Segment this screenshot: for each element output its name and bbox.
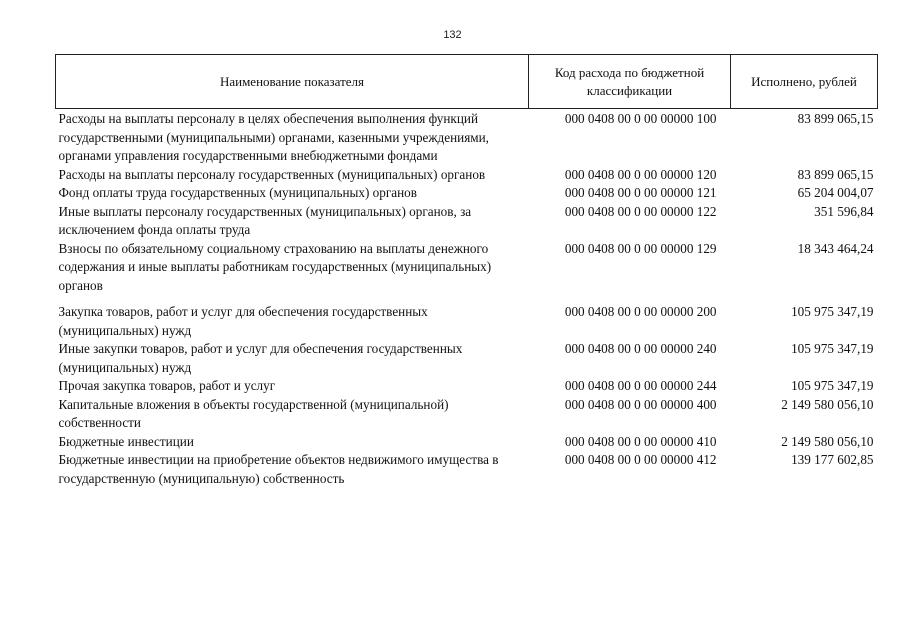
row-code: 000 0408 00 0 00 00000 100 [564, 111, 717, 126]
row-code: 000 0408 00 0 00 00000 120 [564, 166, 717, 182]
table-row [56, 184, 878, 203]
row-code: 000 0408 00 0 00 00000 129 [564, 240, 717, 256]
header-executed-amount: Исполнено, рублей [731, 55, 878, 109]
row-amount: 65 204 004,07 [797, 185, 874, 200]
row-name: Взносы по обязательному социальному страхованию на выплаты денежного содержания и иные выплаты работникам государственных (муниципальных) органов [58, 240, 492, 293]
table-row [56, 203, 878, 240]
row-amount: 83 899 065,15 [797, 166, 874, 182]
row-amount: 105 975 347,19 [791, 341, 874, 356]
row-name: Капитальные вложения в объекты государственной (муниципальной) собственности [58, 396, 449, 430]
row-amount: 139 177 602,85 [791, 452, 874, 467]
row-amount: 2 149 580 056,10 [781, 433, 874, 449]
row-code: 000 0408 00 0 00 00000 244 [564, 378, 717, 393]
row-name: Бюджетные инвестиции на приобретение объектов недвижимого имущества в государственную (муниципальную) собственность [58, 452, 499, 486]
header-indicator-name: Наименование показателя [56, 55, 529, 109]
table-row [56, 340, 878, 377]
row-name: Расходы на выплаты персоналу в целях обеспечения выполнения функций государственными (муниципальными) органами, казенными учреждениями, органами управления государственными внебюджетными фондами [58, 111, 489, 163]
row-code: 000 0408 00 0 00 00000 410 [564, 433, 717, 449]
row-amount: 2 149 580 056,10 [781, 396, 874, 412]
table-row [56, 109, 878, 166]
row-name: Закупка товаров, работ и услуг для обеспечения государственных (муниципальных) нужд [58, 304, 428, 338]
table-row [56, 240, 878, 296]
row-name: Фонд оплаты труда государственных (муниципальных) органов [58, 185, 418, 200]
row-amount: 105 975 347,19 [791, 304, 874, 319]
row-name: Прочая закупка товаров, работ и услуг [58, 378, 276, 393]
row-name: Расходы на выплаты персоналу государственных (муниципальных) органов [58, 166, 486, 182]
row-name: Иные выплаты персоналу государственных (муниципальных) органов, за исключением фонда оплаты труда [58, 203, 472, 237]
table-row [56, 295, 878, 340]
row-code: 000 0408 00 0 00 00000 121 [564, 185, 717, 200]
row-code: 000 0408 00 0 00 00000 122 [564, 203, 717, 219]
table-row [56, 166, 878, 185]
row-name: Бюджетные инвестиции [58, 433, 194, 449]
table-row [56, 377, 878, 396]
table-row [56, 396, 878, 433]
row-amount: 18 343 464,24 [797, 240, 874, 256]
row-amount: 351 596,84 [814, 203, 874, 219]
header-budget-code: Код расхода по бюджетной классификации [529, 55, 731, 109]
table-row [56, 433, 878, 452]
expenditure-table [55, 54, 878, 488]
row-code: 000 0408 00 0 00 00000 412 [564, 452, 717, 467]
row-name: Иные закупки товаров, работ и услуг для обеспечения государственных (муниципальных) нужд [58, 341, 463, 375]
table-row [56, 451, 878, 488]
row-amount: 83 899 065,15 [797, 111, 874, 126]
row-amount: 105 975 347,19 [791, 378, 874, 393]
page-number: 132 [443, 29, 462, 41]
table-header-row [56, 55, 878, 109]
row-code: 000 0408 00 0 00 00000 400 [564, 396, 717, 412]
row-code: 000 0408 00 0 00 00000 200 [564, 304, 717, 319]
row-code: 000 0408 00 0 00 00000 240 [564, 341, 717, 356]
